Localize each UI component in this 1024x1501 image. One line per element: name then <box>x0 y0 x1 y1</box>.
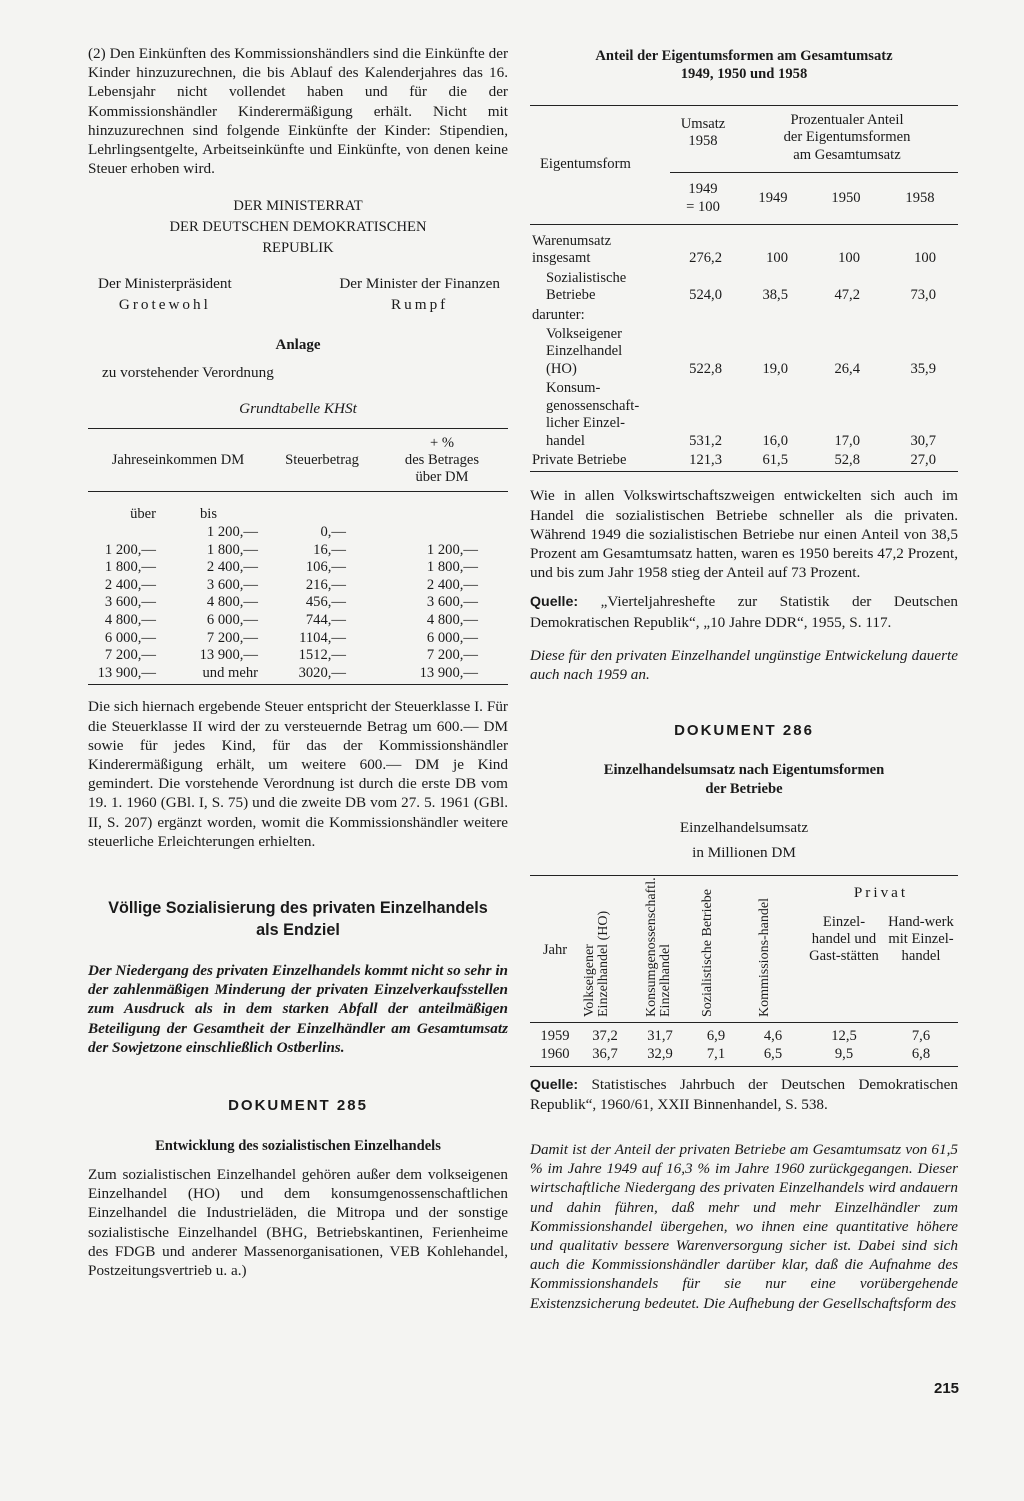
anteil-title <box>530 47 958 83</box>
row-label <box>530 324 670 378</box>
ministerrat-line: DER DEUTSCHEN DEMOKRATISCHEN <box>169 219 427 236</box>
header-steuerbetrag: Steuerbetrag <box>285 451 359 468</box>
row-label-line: licher Einzel- <box>546 415 626 432</box>
table-cell: 13 900,— <box>199 647 258 664</box>
table-cell: 27,0 <box>910 451 936 468</box>
table-cell: 13 900,— <box>419 664 478 681</box>
header-umsatz-line: 1958 <box>688 133 718 150</box>
table-cell: 6,9 <box>706 1027 726 1044</box>
table-cell: 52,8 <box>834 451 860 468</box>
table-bottom-rule <box>88 684 508 685</box>
table-cell: 3 600,— <box>426 594 478 611</box>
header-col <box>742 880 804 1022</box>
table-cell: 0,— <box>320 524 346 541</box>
table-row <box>88 612 508 630</box>
table-cell: 7,1 <box>706 1045 726 1062</box>
table-cell: 47,2 <box>834 287 860 304</box>
table-cell: 1959 <box>540 1027 570 1044</box>
table-cell: 4 800,— <box>206 594 258 611</box>
anlage-title: Anlage <box>275 337 321 354</box>
table-row <box>530 450 958 469</box>
table-cell: 4,6 <box>763 1027 783 1044</box>
paragraph-wie: Wie in allen Volkswirtschaftszweigen entwickelten sich auch im Handel die sozialistischen Betriebe schneller als die privaten. Während 1949 die sozialistischen Betriebe nur einen Anteil von 38,5 Prozent am Gesamtumsatz hatten, waren es 1950 bereits 47,2 Prozent, und bis zum Jahr 1958 stieg der Anteil auf 73 Prozent. <box>530 487 958 582</box>
table-cell: 3020,— <box>298 664 346 681</box>
signatory-role: Der Minister der Finanzen <box>339 275 500 293</box>
table-cell: 1 800,— <box>426 559 478 576</box>
table-header-rule <box>88 491 508 492</box>
table-cell: 36,7 <box>592 1045 618 1062</box>
header-year: 1950 <box>831 189 861 206</box>
row-label-line: Volkseigener <box>546 326 622 343</box>
table-row <box>530 1022 958 1045</box>
dokument-286-subtitle-line: in Millionen DM <box>692 844 796 862</box>
table-cell: 2 400,— <box>426 576 478 593</box>
table-row <box>530 378 958 450</box>
header-prozent <box>376 429 508 491</box>
table-cell: 522,8 <box>689 360 722 377</box>
table-cell: 16,0 <box>762 432 788 449</box>
table-row <box>88 647 508 665</box>
row-label-line: handel <box>546 432 585 449</box>
table-cell: 6,5 <box>763 1045 783 1062</box>
table-cell: 1 800,— <box>206 541 258 558</box>
quelle-text: „Vierteljahreshefte zur Statistik der Deutschen Demokratischen Republik“, „10 Jahre DDR“, 1955, S. 117. <box>530 593 958 631</box>
anteil-title-line: Anteil der Eigentumsformen am Gesamtumsatz <box>595 48 893 64</box>
table-cell <box>810 305 882 324</box>
table-row <box>530 1045 958 1063</box>
table-cell: 7 200,— <box>426 647 478 664</box>
table-cell: 17,0 <box>834 432 860 449</box>
signatory-name: Rumpf <box>391 296 449 314</box>
table-cell: 61,5 <box>762 451 788 468</box>
dokument-286-title-line: Einzelhandelsumsatz nach Eigentumsformen <box>603 762 885 779</box>
table-cell: 7,6 <box>911 1027 931 1044</box>
header-1949-100 <box>670 173 736 225</box>
header-eigentumsform: Eigentumsform <box>540 156 631 173</box>
table-cell: 2 400,— <box>104 576 156 593</box>
section-intro: Der Niedergang des privaten Einzelhandels kommt nicht so sehr in der zahlenmäßigen Minderung der privaten Einzelverkaufsstellen zum Ausdruck als in dem starken Abfall der anteilmäßigen Beteiligung der Gesamtheit der Einzelhändler am Gesamtumsatz der Sowjetzone einschließlich Ostberlins. <box>88 961 508 1056</box>
grundtabelle-title: Grundtabelle KHSt <box>239 400 357 418</box>
signatory-name: Grotewohl <box>118 296 211 314</box>
row-label-line: Konsum- <box>546 380 601 397</box>
header-col <box>580 880 630 1022</box>
table-cell: 13 900,— <box>97 664 156 681</box>
table-cell: 32,9 <box>647 1045 673 1062</box>
table-cell: 38,5 <box>762 287 788 304</box>
table-row <box>88 559 508 577</box>
header-umsatz-line: Umsatz <box>680 116 726 132</box>
table-cell: und mehr <box>202 664 258 681</box>
dokument-286-label: DOKUMENT 286 <box>674 722 814 740</box>
table-row <box>88 630 508 648</box>
quelle-text: Statistisches Jahrbuch der Deutschen Demokratischen Republik“, 1960/61, XXII Binnenhandel, S. 538. <box>530 1075 958 1113</box>
header-col-text: Konsumgenossenschaftl. Einzelhandel <box>644 877 673 1017</box>
header-privat-group <box>804 880 958 1022</box>
table-cell: 1960 <box>540 1045 570 1062</box>
ministerrat-line: REPUBLIK <box>262 240 334 257</box>
table-cell <box>88 524 170 542</box>
grundtabelle-header <box>88 429 508 491</box>
table-row <box>88 524 508 542</box>
quelle-label: Quelle: <box>530 594 579 611</box>
subheader-bis: bis <box>200 506 218 523</box>
header-prozent-line: des Betrages <box>404 451 480 468</box>
table-cell <box>376 524 508 542</box>
anlage-subtitle: zu vorstehender Verordnung <box>102 364 274 382</box>
table-row <box>530 305 958 324</box>
signature-block <box>98 273 232 315</box>
table-cell <box>670 305 736 324</box>
table-cell: 9,5 <box>834 1045 854 1062</box>
table-cell: 31,7 <box>647 1027 673 1044</box>
header-jahreseinkommen: Jahreseinkommen DM <box>111 451 245 468</box>
table-cell: 100 <box>914 250 936 267</box>
header-prozentual <box>736 106 958 173</box>
paragraph-damit: Damit ist der Anteil der privaten Betriebe am Gesamtumsatz von 61,5 % im Jahre 1949 auf 16,3 % im Jahre 1960 zurückgegangen. Dieser wirtschaftliche Niedergang des privaten Einzelhandels wird andauern und dahin führen, daß mehr und mehr Einzelhändler zum Kommissionshandel übergehen, wo ihnen eine quantitative höhere und qualitativ bessere Warenversorgung sicher ist. Dabei sind sich auch die Kommissionshändler darüber klar, daß die Aufnahme des Kommissionshandels für sie nur eine vorübergehende Existenzsicherung bedeutet. Die Aufhebung der Gesellschaftsform des <box>530 1141 958 1312</box>
paragraph-2: (2) Den Einkünften des Kommissionshändlers sind die Einkünfte der Kinder hinzuzurechnen, die bis Ablauf des Kalenderjahres das 16. Lebensjahr nicht vollendet haben und für die der Kommissionshändler Kinderermäßigung erhält. Nicht mit hinzuzurechnen sind folgende Einkünfte der Kinder: Stipendien, Lehrlingsentgelte, Arbeitseinkünfte und Einkünfte, von denen keine Steuer erhoben wird. <box>88 45 508 178</box>
subheader-ueber: über <box>130 506 156 523</box>
header-privat: Privat <box>853 884 909 902</box>
table-row <box>88 665 508 683</box>
header-col <box>690 880 742 1022</box>
row-label-line: Sozialistische <box>546 269 627 286</box>
row-label-line: (HO) <box>546 360 577 377</box>
page-number: 215 <box>934 1380 960 1397</box>
table-cell: 1104,— <box>299 629 346 646</box>
header-privat-sub: Einzel-handel und Gast-stätten <box>809 914 879 965</box>
table-cell: 456,— <box>305 594 346 611</box>
row-label <box>530 450 670 469</box>
table-cell: 1512,— <box>298 647 346 664</box>
ministerrat-block <box>88 196 508 259</box>
row-label-line: darunter: <box>532 306 585 323</box>
table-cell: 35,9 <box>910 360 936 377</box>
anteil-header-1 <box>530 106 958 173</box>
table-cell: 276,2 <box>689 250 722 267</box>
quelle-label: Quelle: <box>530 1076 579 1093</box>
dokument-286-subtitle <box>530 815 958 865</box>
table-cell: 121,3 <box>689 451 722 468</box>
row-label-line: Betriebe <box>546 287 596 304</box>
table-row <box>88 577 508 595</box>
row-label-line: genossenschaft- <box>546 397 640 414</box>
table-cell: 1 200,— <box>426 541 478 558</box>
table-cell: 3 600,— <box>104 594 156 611</box>
table-cell: 4 800,— <box>104 611 156 628</box>
row-label <box>530 305 670 324</box>
header-prozentual-line: Prozentualer Anteil <box>790 112 904 128</box>
table-row <box>530 268 958 305</box>
dokument-285-label: DOKUMENT 285 <box>228 1097 368 1114</box>
header-privat-sub: Hand-werk mit Einzel-handel <box>888 914 954 965</box>
right-column <box>530 47 958 1313</box>
table2-top-rule <box>530 875 958 876</box>
table-cell: 19,0 <box>762 360 788 377</box>
table-cell: 3 600,— <box>206 576 258 593</box>
table-cell: 2 400,— <box>206 559 258 576</box>
header-prozentual-line: am Gesamtumsatz <box>793 146 901 163</box>
header-1949-100-line: = 100 <box>686 198 720 215</box>
header-prozent-line: + % <box>429 434 455 451</box>
table-cell: 216,— <box>305 576 346 593</box>
header-prozent-line: über DM <box>415 468 469 485</box>
grundtabelle <box>88 429 508 491</box>
header-1949-100-line: 1949 <box>688 181 718 198</box>
signatures <box>88 273 508 315</box>
header-col-text: Sozialistische Betriebe <box>700 888 715 1017</box>
table-cell: 7 200,— <box>104 647 156 664</box>
dokument-286-title-line: der Betriebe <box>705 781 783 798</box>
header-col-text: Volkseigener Einzelhandel (HO) <box>582 910 611 1017</box>
table-row <box>530 225 958 268</box>
signature-block <box>339 273 500 315</box>
table-cell: 6,8 <box>911 1045 931 1062</box>
table-row <box>88 542 508 560</box>
row-label-line: Warenumsatz <box>532 233 612 250</box>
table-cell: 73,0 <box>910 287 936 304</box>
table-cell: 106,— <box>305 559 346 576</box>
anteil-table <box>530 106 958 469</box>
table-cell: 30,7 <box>910 432 936 449</box>
anteil-title-line: 1949, 1950 und 1958 <box>680 66 808 82</box>
table-cell: 37,2 <box>592 1027 618 1044</box>
table-row <box>530 324 958 378</box>
row-label <box>530 378 670 450</box>
header-umsatz <box>670 106 736 173</box>
quelle-1 <box>530 592 958 631</box>
header-jahr: Jahr <box>542 942 568 959</box>
table-cell: 1 800,— <box>104 559 156 576</box>
table-cell: 524,0 <box>689 287 722 304</box>
subheader-row <box>88 506 508 524</box>
row-label <box>530 225 670 268</box>
table-cell: 6 000,— <box>426 629 478 646</box>
header-year: 1958 <box>905 189 935 206</box>
row-label-line: Einzelhandel <box>546 343 623 360</box>
table-cell <box>736 305 810 324</box>
einzelhandel-table <box>530 877 958 1063</box>
row-label-line: Private Betriebe <box>532 451 627 468</box>
left-column <box>88 44 508 1280</box>
section-heading: Völlige Sozialisierung des privaten Einzelhandels als Endziel <box>108 898 488 939</box>
table-cell: 1 200,— <box>206 524 258 541</box>
dokument-285-text: Zum sozialistischen Einzelhandel gehören außer dem volkseigenen Einzelhandel (HO) und dem konsumgenossenschaftlichen Einzelhandel die Industrieläden, die Mitropa und der sonstige sozialistische Einzelhandel (BHG, Betriebskantinen, Ferienheime des FDGB und anderer Massenorganisationen, VEB Kohlehandel, Postzeitungsvertrieb u. a.) <box>88 1166 508 1280</box>
grundtabelle-body <box>88 506 508 682</box>
table-cell <box>882 305 958 324</box>
table-cell: 531,2 <box>689 432 722 449</box>
table-cell: 100 <box>838 250 860 267</box>
table-row <box>88 594 508 612</box>
table-cell: 16,— <box>313 541 346 558</box>
note-italic: Diese für den privaten Einzelhandel ungünstige Entwickelung dauerte auch nach 1959 an. <box>530 646 958 683</box>
row-label-line: insgesamt <box>532 250 591 267</box>
table2-header <box>530 880 958 1022</box>
table-cell: 6 000,— <box>206 611 258 628</box>
dokument-286-title <box>530 761 958 799</box>
header-year: 1949 <box>758 189 788 206</box>
header-col <box>630 877 690 1022</box>
table-cell: 100 <box>766 250 788 267</box>
table-cell: 7 200,— <box>206 629 258 646</box>
table-cell: 6 000,— <box>104 629 156 646</box>
paragraph-steuer: Die sich hiernach ergebende Steuer entspricht der Steuerklasse I. Für die Steuerklasse II wird der zu versteuernde Betrag um 600.— DM sowie für jedes Kind, für das der Kommissionshändler Kinderermäßigung erhält, um weitere 600.— DM je Kind gemindert. Die vorstehende Verordnung ist durch die erste DB vom 19. 1. 1960 (GBl. I, S. 75) und die zweite DB vom 27. 5. 1961 (GBl. II, S. 207) ergänzt worden, womit die Kommissionshändler weitere steuerliche Erleichterungen erhielten. <box>88 698 508 850</box>
table-cell: 26,4 <box>834 360 860 377</box>
table-cell: 4 800,— <box>426 611 478 628</box>
dokument-286-subtitle-line: Einzelhandelsumsatz <box>679 819 809 837</box>
table-cell: 12,5 <box>831 1027 857 1044</box>
header-prozentual-line: der Eigentumsformen <box>783 129 911 146</box>
table-cell: 1 200,— <box>104 541 156 558</box>
ministerrat-line: DER MINISTERRAT <box>233 198 363 215</box>
table2-bottom-rule <box>530 1066 958 1067</box>
header-col-text: Kommissions-handel <box>757 897 772 1017</box>
anteil-bottom-rule <box>530 471 958 472</box>
row-label <box>530 268 670 305</box>
dokument-285-title: Entwicklung des sozialistischen Einzelhandels <box>155 1138 441 1154</box>
table-cell: 744,— <box>305 611 346 628</box>
quelle-2 <box>530 1075 958 1114</box>
signatory-role: Der Ministerpräsident <box>98 275 232 293</box>
